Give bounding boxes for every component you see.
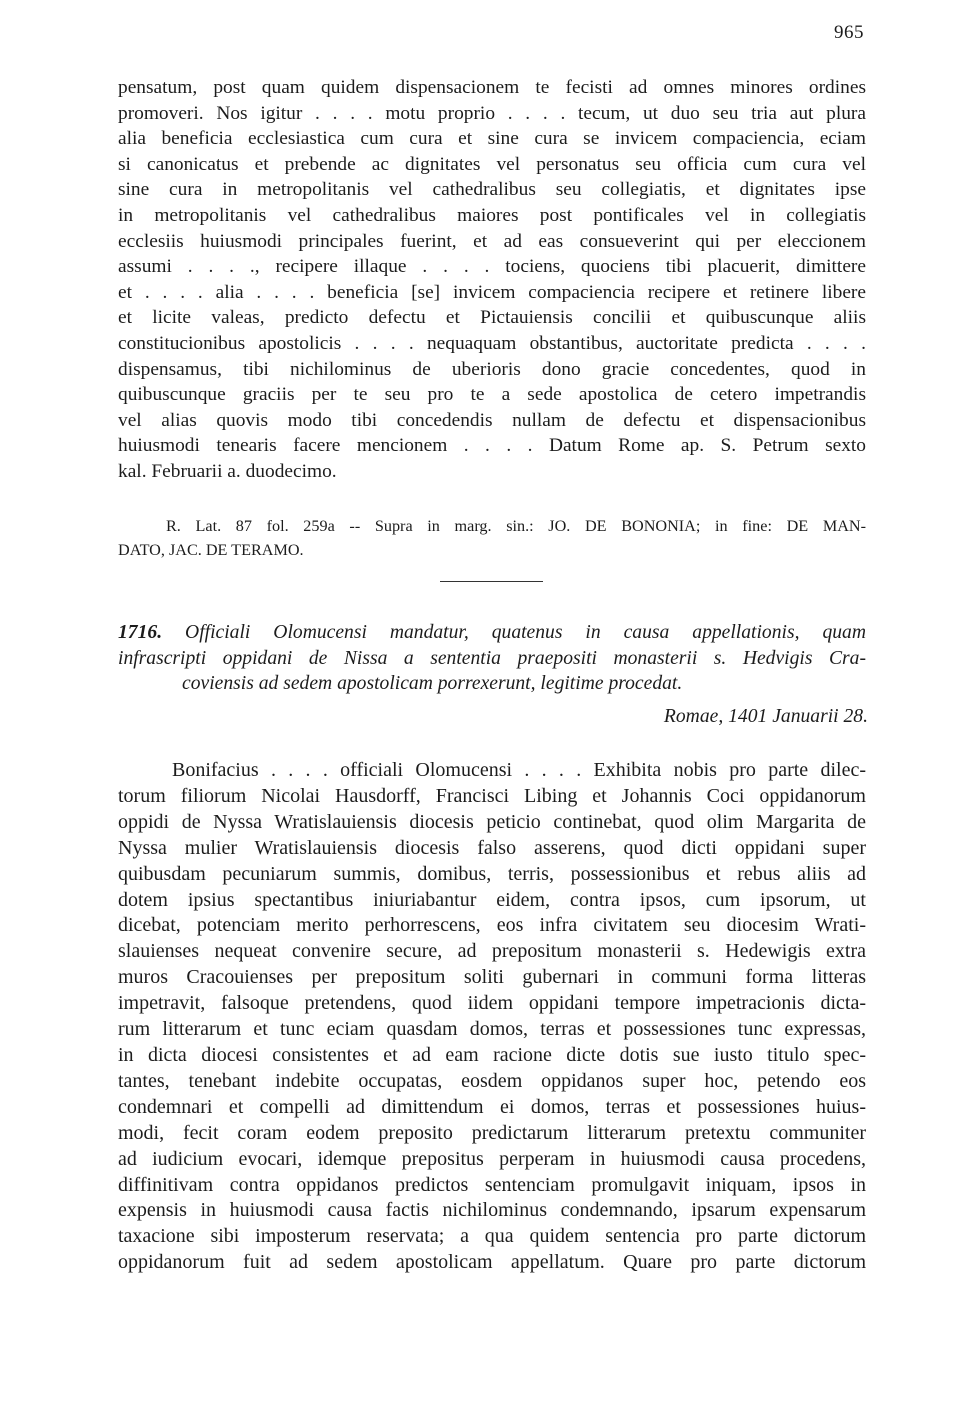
text-line: huiusmodi tenearis facere mencionem . . . . Datum Rome ap. S. Petrum sexto bbox=[118, 435, 866, 457]
text-line: quibusdam pecuniarum summis, domibus, terris, possessionibus et rebus aliis ad bbox=[118, 862, 866, 885]
text-line: condemnari et compelli ad dimittendum ei domos, terras et possessiones huius- bbox=[118, 1095, 866, 1118]
text-line: modi, fecit coram eodem preposito predictarum litterarum pretextu communiter bbox=[118, 1121, 866, 1144]
text-line: alia beneficia ecclesiastica cum cura et sine cura se invicem compaciencia, eciam bbox=[118, 128, 866, 150]
text-line: impetravit, falsoque pretendens, quod iidem oppidani tempore impetracionis dicta- bbox=[118, 992, 866, 1015]
text-line: ad iudicium evocari, idemque prepositus perperam in huiusmodi causa procedens, bbox=[118, 1147, 866, 1170]
text-line: torum filiorum Nicolai Hausdorff, Francisci Libing et Johannis Coci oppidanorum bbox=[118, 784, 866, 807]
page-number: 965 bbox=[834, 22, 864, 43]
section-divider bbox=[440, 581, 543, 582]
text-line: Nyssa mulier Wratislauiensis diocesis falso asserens, quod dicti oppidani super bbox=[118, 836, 866, 859]
text-line: oppidi de Nyssa Wratislauiensis diocesis peticio continebat, quod olim Margarita de bbox=[118, 810, 866, 833]
summary-text: Officiali Olomucensi mandatur, quatenus in causa appellationis, quam bbox=[185, 622, 866, 643]
document-number: 1716. bbox=[118, 622, 163, 643]
document-summary bbox=[118, 620, 866, 697]
text-line: promoveri. Nos igitur . . . . motu proprio . . . . tecum, ut duo seu tria aut plura bbox=[118, 102, 866, 124]
summary-line: infrascripti oppidani de Nissa a sententia praepositi monasterii s. Hedvigis Cra- bbox=[118, 647, 866, 669]
text-line: assumi . . . ., recipere illaque . . . . tociens, quociens tibi placuerit, dimittere bbox=[118, 256, 866, 278]
summary-line bbox=[118, 620, 866, 646]
source-note-line: DATO, JAC. DE TERAMO. bbox=[118, 541, 304, 559]
text-line: oppidanorum fuit ad sedem apostolicam appellatum. Quare pro parte dictorum bbox=[118, 1251, 866, 1274]
text-line: Bonifacius . . . . officiali Olomucensi . . . . Exhibita nobis pro parte dilec- bbox=[172, 759, 866, 781]
dateline: Romae, 1401 Januarii 28. bbox=[663, 706, 868, 727]
text-line: ecclesiis huiusmodi principales fuerint, et ad eas consueverint qui per eleccionem bbox=[118, 230, 866, 252]
text-line: muros Cracouienses per prepositum soliti gubernari in communi forma litteras bbox=[118, 966, 866, 989]
text-line: dispensamus, tibi nichilominus de uberioris dono gracie concedentes, quod in bbox=[118, 358, 866, 380]
text-line: vel alias quovis modo tibi concedendis nullam de defectu et dispensacionibus bbox=[118, 409, 866, 431]
text-line: et licite valeas, predicto defectu et Pictauiensis concilii et quibuscunque aliis bbox=[118, 307, 866, 329]
summary-line: coviensis ad sedem apostolicam porrexerunt, legitime procedat. bbox=[182, 673, 683, 695]
text-line: taxacione sibi imposterum reservata; a qua quidem sentencia pro parte dictorum bbox=[118, 1225, 866, 1248]
text-line: et . . . . alia . . . . beneficia [se] invicem compaciencia recipere et retinere libere bbox=[118, 281, 866, 303]
document-text bbox=[118, 758, 866, 1276]
text-line: diffinitivam contra oppidanos predictos sentenciam promulgavit iniquam, ipsos in bbox=[118, 1173, 866, 1196]
text-line: constitucionibus apostolicis . . . . nequaquam obstantibus, auctoritate predicta . . . . bbox=[118, 332, 866, 354]
text-line: tantes, tenebant indebite occupatas, eosdem oppidanos super hoc, petendo eos bbox=[118, 1069, 866, 1092]
text-line: in metropolitanis vel cathedralibus maiores post pontificales vel in collegiatis bbox=[118, 204, 866, 226]
source-note-line: R. Lat. 87 fol. 259a -- Supra in marg. sin.: JO. DE BONONIA; in fine: DE MAN- bbox=[166, 517, 866, 535]
text-line: rum litterarum et tunc eciam quasdam domos, terras et possessiones tunc expressas, bbox=[118, 1018, 866, 1041]
text-line: si canonicatus et prebende ac dignitates vel personatus seu officia cum cura vel bbox=[118, 153, 866, 175]
text-line: kal. Februarii a. duodecimo. bbox=[118, 460, 337, 482]
text-line: quibuscunque graciis per te seu pro te a sede apostolica de cetero impetrandis bbox=[118, 384, 866, 406]
text-line: slauienses nequeat convenire secure, ad prepositum monasterii s. Hedewigis extra bbox=[118, 940, 866, 963]
text-line: expensis in huiusmodi causa factis nichilominus condemnando, ipsarum expensarum bbox=[118, 1199, 866, 1222]
text-line: in dicta diocesi consistentes et ad eam racione dicte dotis sue iusto titulo spec- bbox=[118, 1043, 866, 1066]
source-note bbox=[118, 514, 866, 562]
text-line: dicebat, potenciam merito perhorrescens, eos infra civitatem seu diocesim Wrati- bbox=[118, 914, 866, 937]
text-line: dotem ipsius spectantibus iniuriabantur eidem, contra ipsos, cum ipsorum, ut bbox=[118, 888, 866, 911]
text-line: pensatum, post quam quidem dispensacionem te fecisti ad omnes minores ordines bbox=[118, 77, 866, 98]
previous-document-text bbox=[118, 75, 866, 485]
text-line: sine cura in metropolitanis vel cathedralibus seu collegiatis, et dignitates ipse bbox=[118, 179, 866, 201]
